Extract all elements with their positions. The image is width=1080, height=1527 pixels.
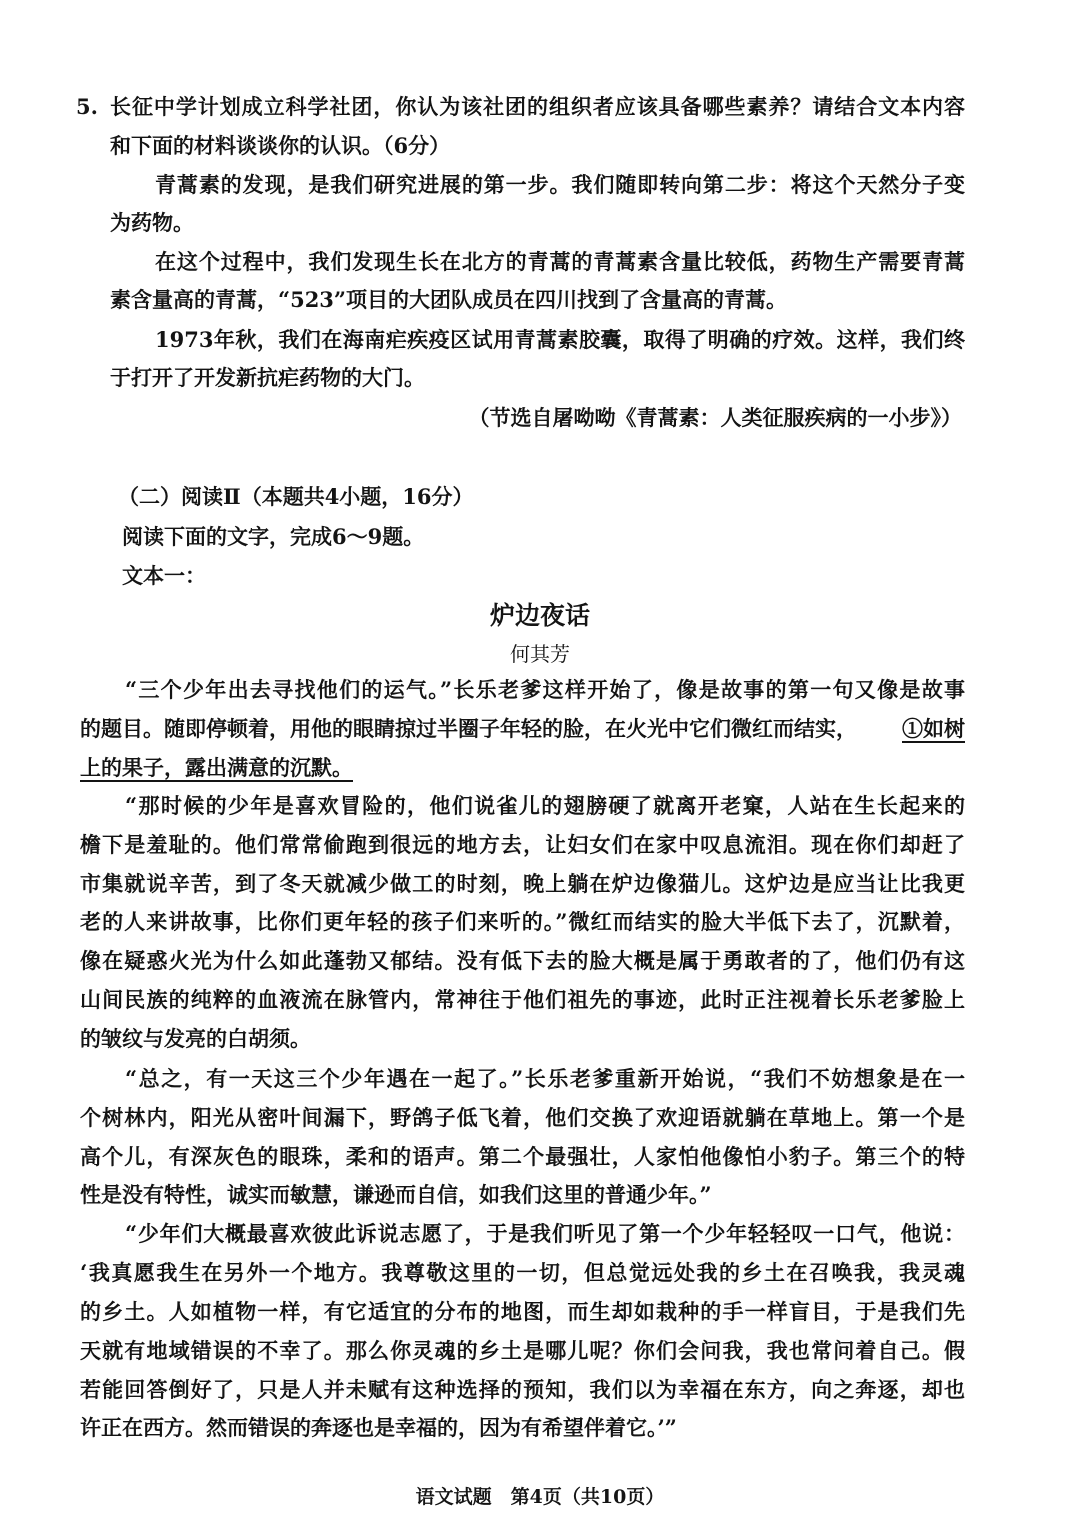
article-line: 老的人来讲故事，比你们更年轻的孩子们来听的。”微红而结实的脸大半低下去了，沉默着，: [80, 909, 965, 934]
article-line: 天就有地域错误的不幸了。那么你灵魂的乡土是哪儿呢？你们会问我，我也常问着自己。假: [80, 1338, 965, 1363]
material-line: 青蒿素的发现，是我们研究进展的第一步。我们随即转向第二步：将这个天然分子变: [155, 172, 965, 197]
article-line: 山间民族的纯粹的血液流在脉管内，常神往于他们祖先的事迹，此时正注视着长乐老爹脸上: [80, 987, 965, 1012]
material-line: 为药物。: [110, 210, 194, 235]
article-line: 个树林内，阳光从密叶间漏下，野鸽子低飞着，他们交换了欢迎语就躺在草地上。第一个是: [80, 1105, 965, 1130]
underlined-sentence-1: ①如树: [902, 716, 965, 741]
article-line: 的乡土。人如植物一样，有它适宜的分布的地图，而生却如栽种的手一样盲目，于是我们先: [80, 1299, 965, 1324]
article-line: 的皱纹与发亮的白胡须。: [80, 1026, 311, 1051]
text-label: 文本一：: [122, 563, 206, 588]
article-line: 市集就说辛苦，到了冬天就减少做工的时刻，晚上躺在炉边像猫儿。这炉边是应当让比我更: [80, 871, 965, 896]
article-author: 何其芳: [510, 642, 570, 666]
material-line: 于打开了开发新抗疟药物的大门。: [110, 365, 425, 390]
article-line: 性是没有特性，诚实而敏慧，谦逊而自信，如我们这里的普通少年。”: [80, 1182, 712, 1207]
material-line: 1973年秋，我们在海南疟疾疫区试用青蒿素胶囊，取得了明确的疗效。这样，我们终: [155, 327, 965, 352]
material-source: （节选自屠呦呦《青蒿素：人类征服疾病的一小步》）: [468, 405, 962, 430]
underlined-sentence-1: 上的果子，露出满意的沉默。: [80, 755, 353, 780]
article-line: “那时候的少年是喜欢冒险的，他们说雀儿的翅膀硬了就离开老窠，人站在生长起来的: [125, 793, 965, 818]
article-line: 若能回答倒好了，只是人并未赋有这种选择的预知，我们以为幸福在东方，向之奔逐，却也: [80, 1377, 965, 1402]
article-title: 炉边夜话: [489, 601, 590, 630]
article-line: 像在疑惑火光为什么如此蓬勃又郁结。没有低下去的脸大概是属于勇敢者的了，他们仍有这: [80, 948, 965, 973]
page-footer: 语文试题 第4页（共10页）: [415, 1486, 665, 1508]
article-line: 檐下是羞耻的。他们常常偷跑到很远的地方去，让妇女们在家中叹息流泪。现在你们却赶了: [80, 832, 965, 857]
article-line: ‘我真愿我生在另外一个地方。我尊敬这里的一切，但总觉远处我的乡土在召唤我，我灵魂: [80, 1260, 965, 1285]
question-text: 和下面的材料谈谈你的认识。（6分）: [110, 133, 451, 158]
article-line: 许正在西方。然而错误的奔逐也是幸福的，因为有希望伴着它。’”: [80, 1415, 677, 1440]
section-instruction: 阅读下面的文字，完成6～9题。: [122, 524, 425, 549]
article-line: “总之，有一天这三个少年遇在一起了。”长乐老爹重新开始说，“我们不妨想象是在一: [125, 1066, 965, 1091]
material-line: 在这个过程中，我们发现生长在北方的青蒿的青蒿素含量比较低，药物生产需要青蒿: [155, 249, 965, 274]
question-text: 长征中学计划成立科学社团，你认为该社团的组织者应该具备哪些素养？请结合文本内容: [110, 94, 965, 119]
material-line: 素含量高的青蒿，“523”项目的大团队成员在四川找到了含量高的青蒿。: [110, 287, 787, 312]
article-line: 的题目。随即停顿着，用他的眼睛掠过半圈子年轻的脸，在火光中它们微红而结实，: [80, 716, 857, 741]
section-heading: （二）阅读Ⅱ（本题共4小题，16分）: [118, 484, 474, 509]
question-number: 5.: [76, 94, 98, 119]
article-line: “三个少年出去寻找他们的运气。”长乐老爹这样开始了，像是故事的第一句又像是故事: [125, 677, 965, 702]
article-line: 高个儿，有深灰色的眼珠，柔和的语声。第二个最强壮，人家怕他像怕小豹子。第三个的特: [80, 1144, 965, 1169]
article-line: “少年们大概最喜欢彼此诉说志愿了，于是我们听见了第一个少年轻轻叹一口气，他说：: [125, 1221, 965, 1246]
